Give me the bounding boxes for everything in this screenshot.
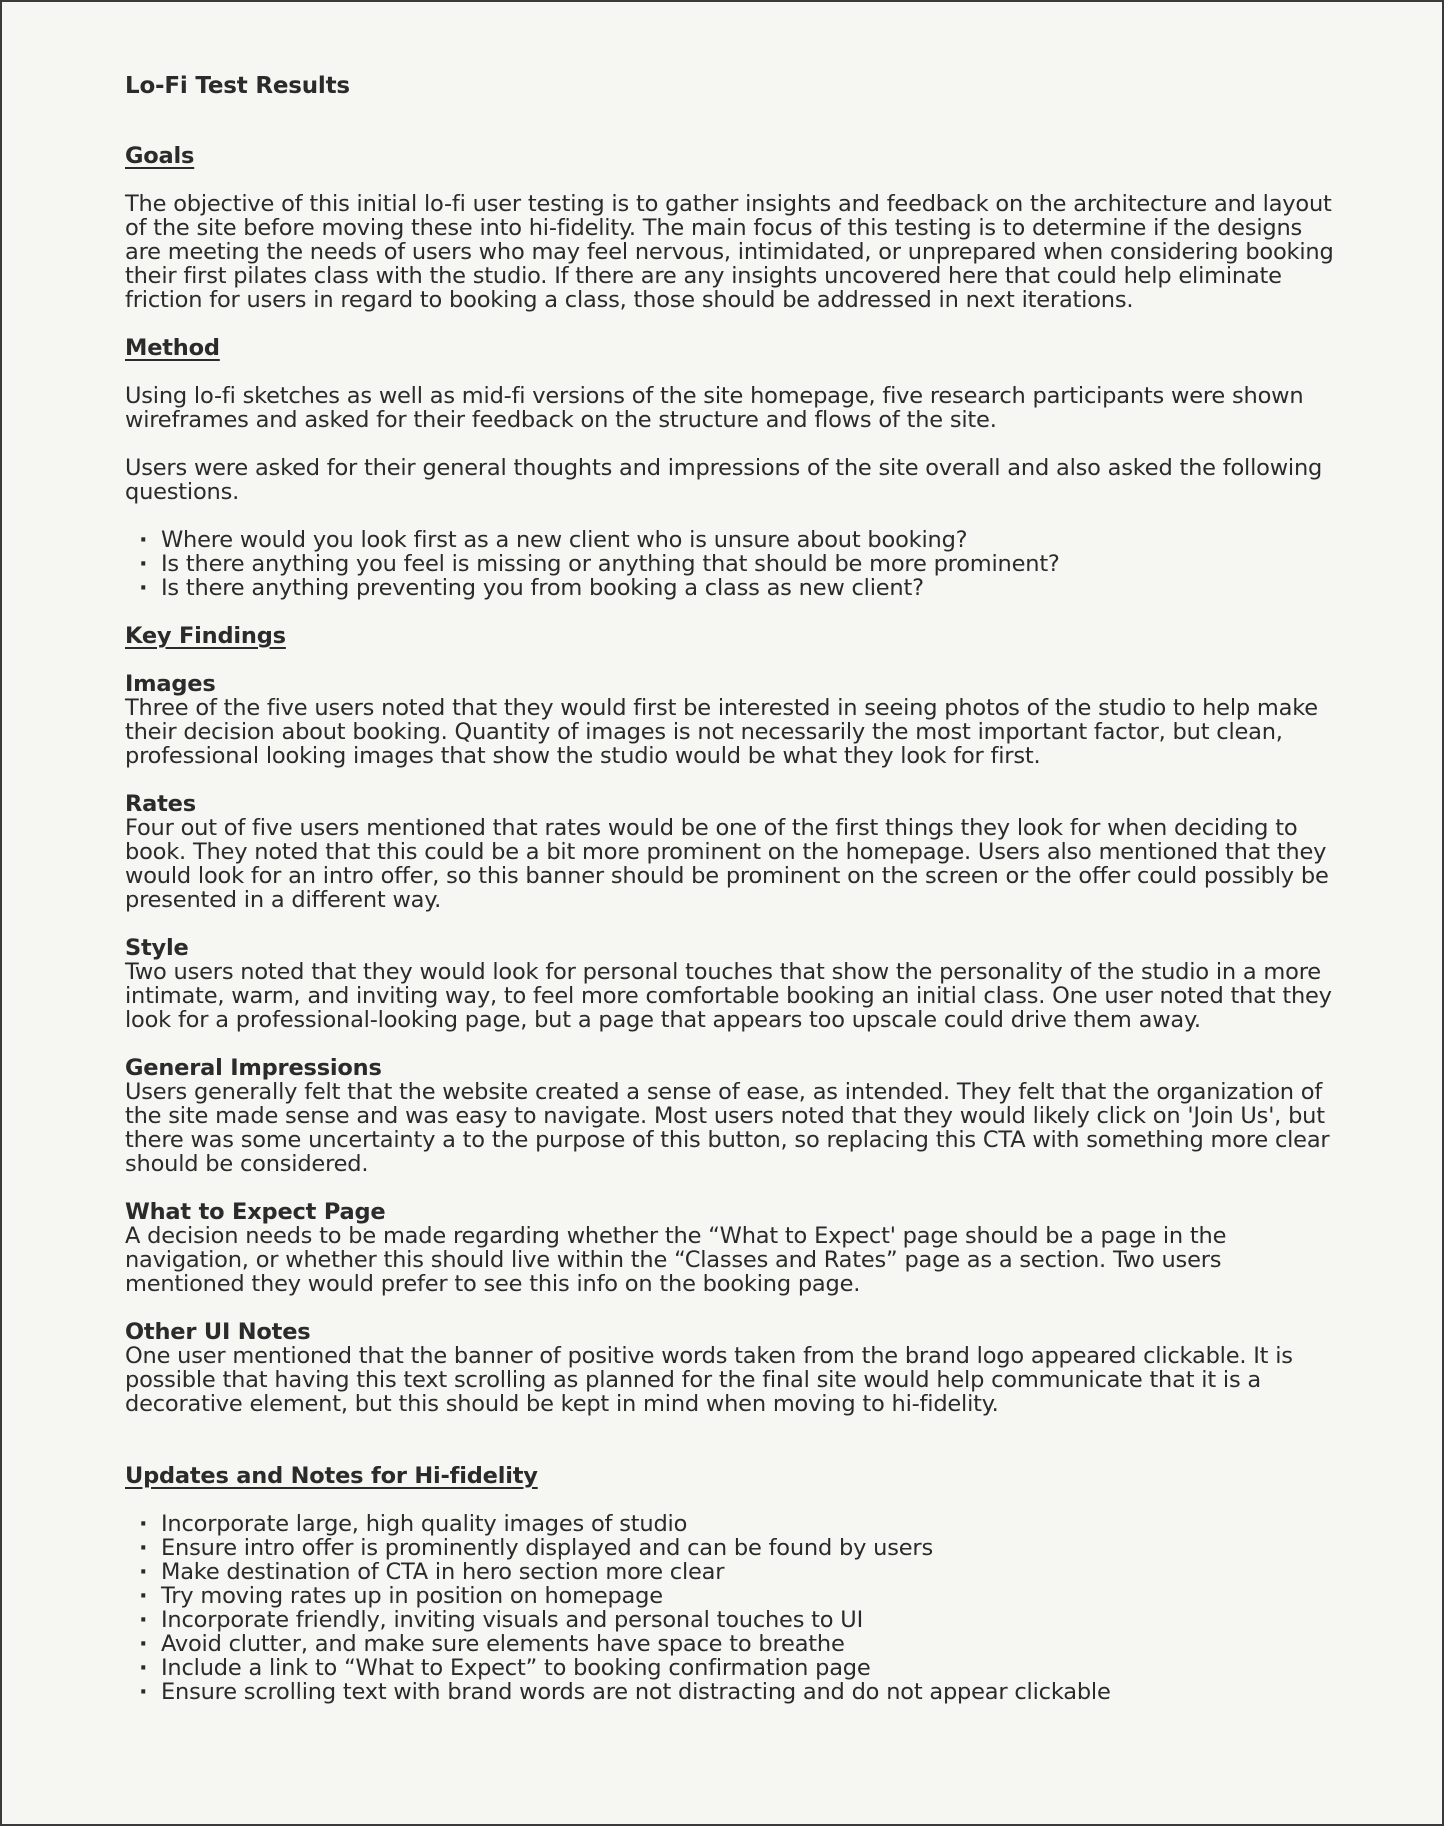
finding-title: General Impressions: [125, 1055, 382, 1081]
finding-title: Images: [125, 671, 216, 697]
finding-text: A decision needs to be made regarding whether the “What to Expect' page should be a page in the navigation, or whether this should live within the “Classes and Rates” page as a section. Two users mentioned they would prefer to see this info on the booking page.: [125, 1223, 1227, 1297]
key-findings-section: [125, 624, 1335, 1416]
list-item: · Is there anything preventing you from booking a class as new client?: [139, 576, 1335, 600]
list-item: · Avoid clutter, and make sure elements have space to breathe: [139, 1632, 1335, 1656]
list-item: · Try moving rates up in position on homepage: [139, 1584, 1335, 1608]
method-paragraph-1: Using lo-fi sketches as well as mid-fi versions of the site homepage, five research participants were shown wireframes and asked for their feedback on the structure and flows of the site.: [125, 383, 1304, 433]
list-item: · Include a link to “What to Expect” to booking confirmation page: [139, 1656, 1335, 1680]
finding-title: What to Expect Page: [125, 1199, 386, 1225]
list-item: · Ensure intro offer is prominently displayed and can be found by users: [139, 1536, 1335, 1560]
key-findings-heading: Key Findings: [125, 623, 286, 649]
finding-text: Users generally felt that the website created a sense of ease, as intended. They felt that the organization of the site made sense and was easy to navigate. Most users noted that they would likely click on 'Join Us', but there was some uncertainty a to the purpose of this button, so replacing this CTA with something more clear should be considered.: [125, 1079, 1330, 1177]
method-questions-list: [125, 528, 1335, 600]
list-item: · Where would you look first as a new client who is unsure about booking?: [139, 528, 1335, 552]
finding-what-to-expect-page: [125, 1200, 1335, 1296]
list-item: · Incorporate friendly, inviting visuals and personal touches to UI: [139, 1608, 1335, 1632]
method-heading: Method: [125, 335, 220, 361]
finding-style: [125, 936, 1335, 1032]
finding-text: One user mentioned that the banner of positive words taken from the brand logo appeared clickable. It is possible that having this text scrolling as planned for the final site would help communicate that it is a decorative element, but this should be kept in mind when moving to hi-fidelity.: [125, 1343, 1293, 1417]
finding-general-impressions: [125, 1056, 1335, 1176]
updates-section: [125, 1464, 1335, 1704]
goals-section: [125, 144, 1335, 312]
finding-text: Three of the five users noted that they would first be interested in seeing photos of the studio to help make their decision about booking. Quantity of images is not necessarily the most important factor, but clean, professional looking images that show the studio would be what they look for first.: [125, 695, 1318, 769]
finding-title: Rates: [125, 791, 196, 817]
finding-text: Two users noted that they would look for personal touches that show the personality of the studio in a more intimate, warm, and inviting way, to feel more comfortable booking an initial class. One user noted that they look for a professional-looking page, but a page that appears too upscale could drive them away.: [125, 959, 1332, 1033]
method-section: [125, 336, 1335, 600]
method-paragraph-2: Users were asked for their general thoughts and impressions of the site overall and also asked the following questions.: [125, 455, 1323, 505]
document-title: Lo-Fi Test Results: [125, 73, 350, 99]
list-item: · Ensure scrolling text with brand words are not distracting and do not appear clickable: [139, 1680, 1335, 1704]
goals-paragraph: The objective of this initial lo-fi user testing is to gather insights and feedback on the architecture and layout of the site before moving these into hi-fidelity. The main focus of this testing is to determine if the designs are meeting the needs of users who may feel nervous, intimidated, or unprepared when considering booking their first pilates class with the studio. If there are any insights uncovered here that could help eliminate friction for users in regard to booking a class, those should be addressed in next iterations.: [125, 191, 1334, 313]
list-item: · Make destination of CTA in hero section more clear: [139, 1560, 1335, 1584]
finding-text: Four out of five users mentioned that rates would be one of the first things they look for when deciding to book. They noted that this could be a bit more prominent on the homepage. Users also mentioned that they would look for an intro offer, so this banner should be prominent on the screen or the offer could possibly be presented in a different way.: [125, 815, 1329, 913]
list-item: · Is there anything you feel is missing or anything that should be more prominent?: [139, 552, 1335, 576]
finding-other-ui-notes: [125, 1320, 1335, 1416]
goals-heading: Goals: [125, 143, 195, 169]
updates-list: [125, 1512, 1335, 1704]
updates-heading: Updates and Notes for Hi-fidelity: [125, 1463, 538, 1489]
list-item: · Incorporate large, high quality images of studio: [139, 1512, 1335, 1536]
finding-images: [125, 672, 1335, 768]
document-page: [125, 74, 1335, 1728]
section-spacer: [125, 1440, 1335, 1464]
finding-title: Style: [125, 935, 189, 961]
finding-title: Other UI Notes: [125, 1319, 311, 1345]
finding-rates: [125, 792, 1335, 912]
